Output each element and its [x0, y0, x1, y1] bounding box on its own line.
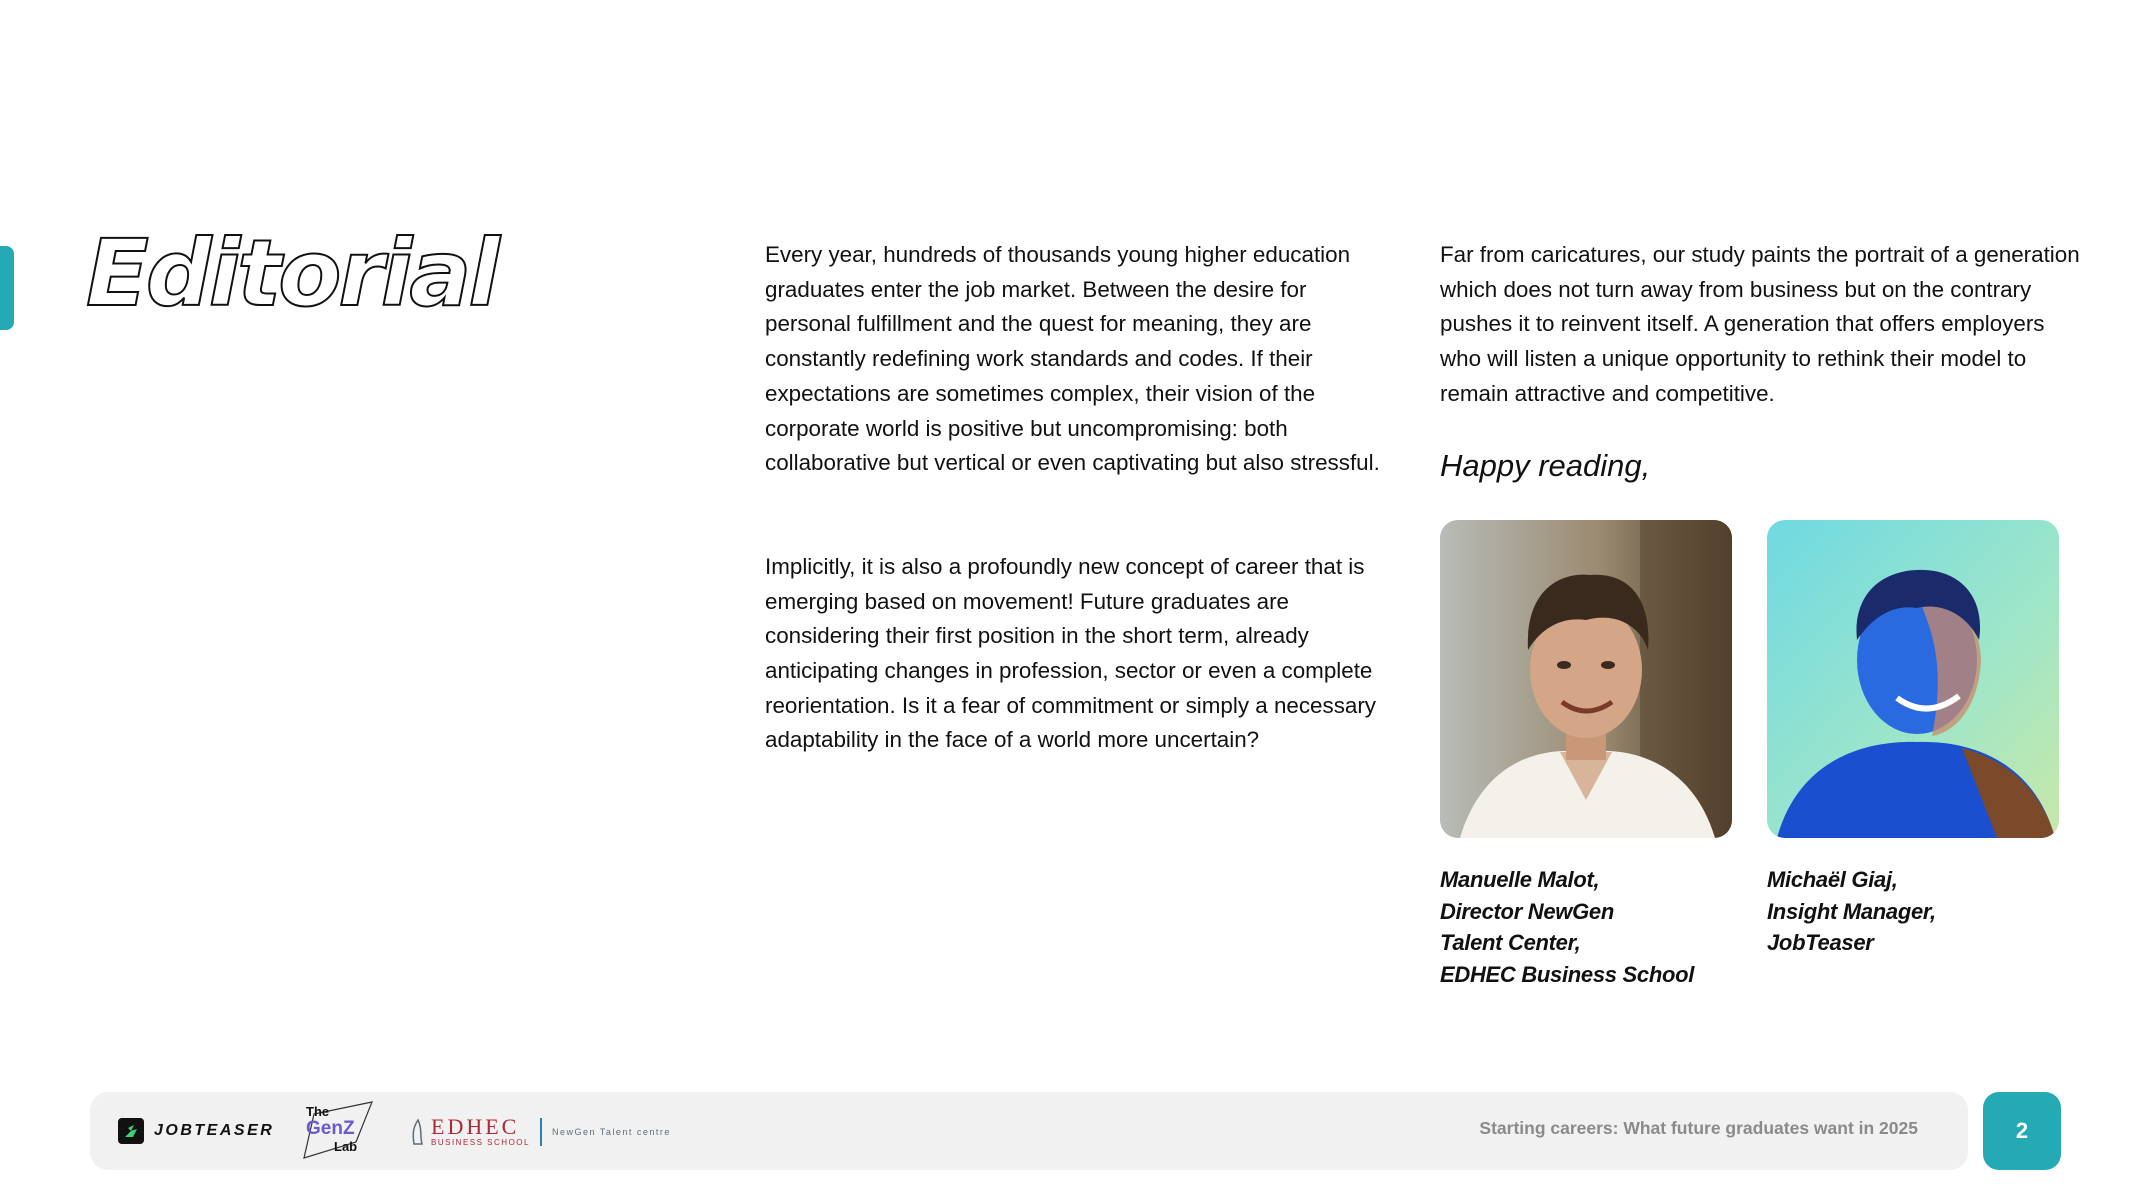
- page-title: Editorial: [86, 220, 497, 327]
- author-signature-manuelle-malot: [1440, 864, 1694, 990]
- genz-wordmark: GenZ: [306, 1118, 355, 1139]
- edhec-logo: [408, 1116, 671, 1148]
- edhec-subtitle: BUSINESS SCHOOL: [431, 1138, 530, 1147]
- document-caption: Starting careers: What future graduates want in 2025: [1479, 1118, 1918, 1138]
- edhec-statue-icon: [408, 1118, 428, 1146]
- author-photo-manuelle-malot: [1440, 520, 1732, 838]
- author-organization: EDHEC Business School: [1440, 961, 1695, 987]
- edhec-wordmark: EDHEC: [431, 1114, 520, 1139]
- genz-lab: Lab: [334, 1139, 358, 1154]
- accent-tab: [0, 246, 14, 330]
- jobteaser-icon: [118, 1118, 144, 1144]
- closing-line: Happy reading,: [1440, 448, 1651, 483]
- editorial-column-right: [1440, 238, 2080, 412]
- paragraph-career: Implicitly, it is also a profoundly new concept of career that is emerging based on movement! Future graduates are considering their first position in the short term, already anticipating changes in profession, sector or even a complete reorientation. Is it a fear of commitment or simply a necessary adaptability in the face of a world more uncertain?: [765, 553, 1376, 753]
- editorial-column-middle: [765, 238, 1397, 758]
- edhec-divider: [540, 1118, 542, 1146]
- jobteaser-wordmark: JOBTEASER: [154, 1122, 275, 1139]
- author-organization: JobTeaser: [1767, 930, 1874, 955]
- page-number-badge: 2: [1983, 1092, 2061, 1170]
- genz-lab-logo: [302, 1100, 376, 1160]
- author-photo-michael-giaj: [1767, 520, 2059, 838]
- author-role: Insight Manager,: [1767, 898, 1936, 924]
- paragraph-portrait: Far from caricatures, our study paints the portrait of a generation which does not turn away from business but on the contrary pushes it to reinvent itself. A generation that offers employers who will listen a unique opportunity to rethink their model to remain attractive and competitive.: [1440, 242, 2080, 406]
- edhec-tagline: NewGen Talent centre: [551, 1127, 671, 1137]
- author-role: Talent Center,: [1440, 930, 1581, 955]
- author-signature-michael-giaj: [1767, 864, 1936, 959]
- author-name: Michaël Giaj,: [1767, 867, 1898, 892]
- jobteaser-logo: [118, 1118, 274, 1144]
- genz-the: The: [306, 1104, 330, 1119]
- author-name: Manuelle Malot,: [1440, 867, 1600, 892]
- footer-bar: [90, 1092, 1968, 1170]
- author-role: Director NewGen: [1440, 898, 1614, 924]
- paragraph-intro: Every year, hundreds of thousands young higher education graduates enter the job market. Between the desire for personal fulfillment and the quest for meaning, they are constantly redefining work standards and codes. If their expectations are sometimes complex, their vision of the corporate world is positive but uncompromising: both collaborative but vertical or even captivating but also stressful.: [765, 242, 1380, 476]
